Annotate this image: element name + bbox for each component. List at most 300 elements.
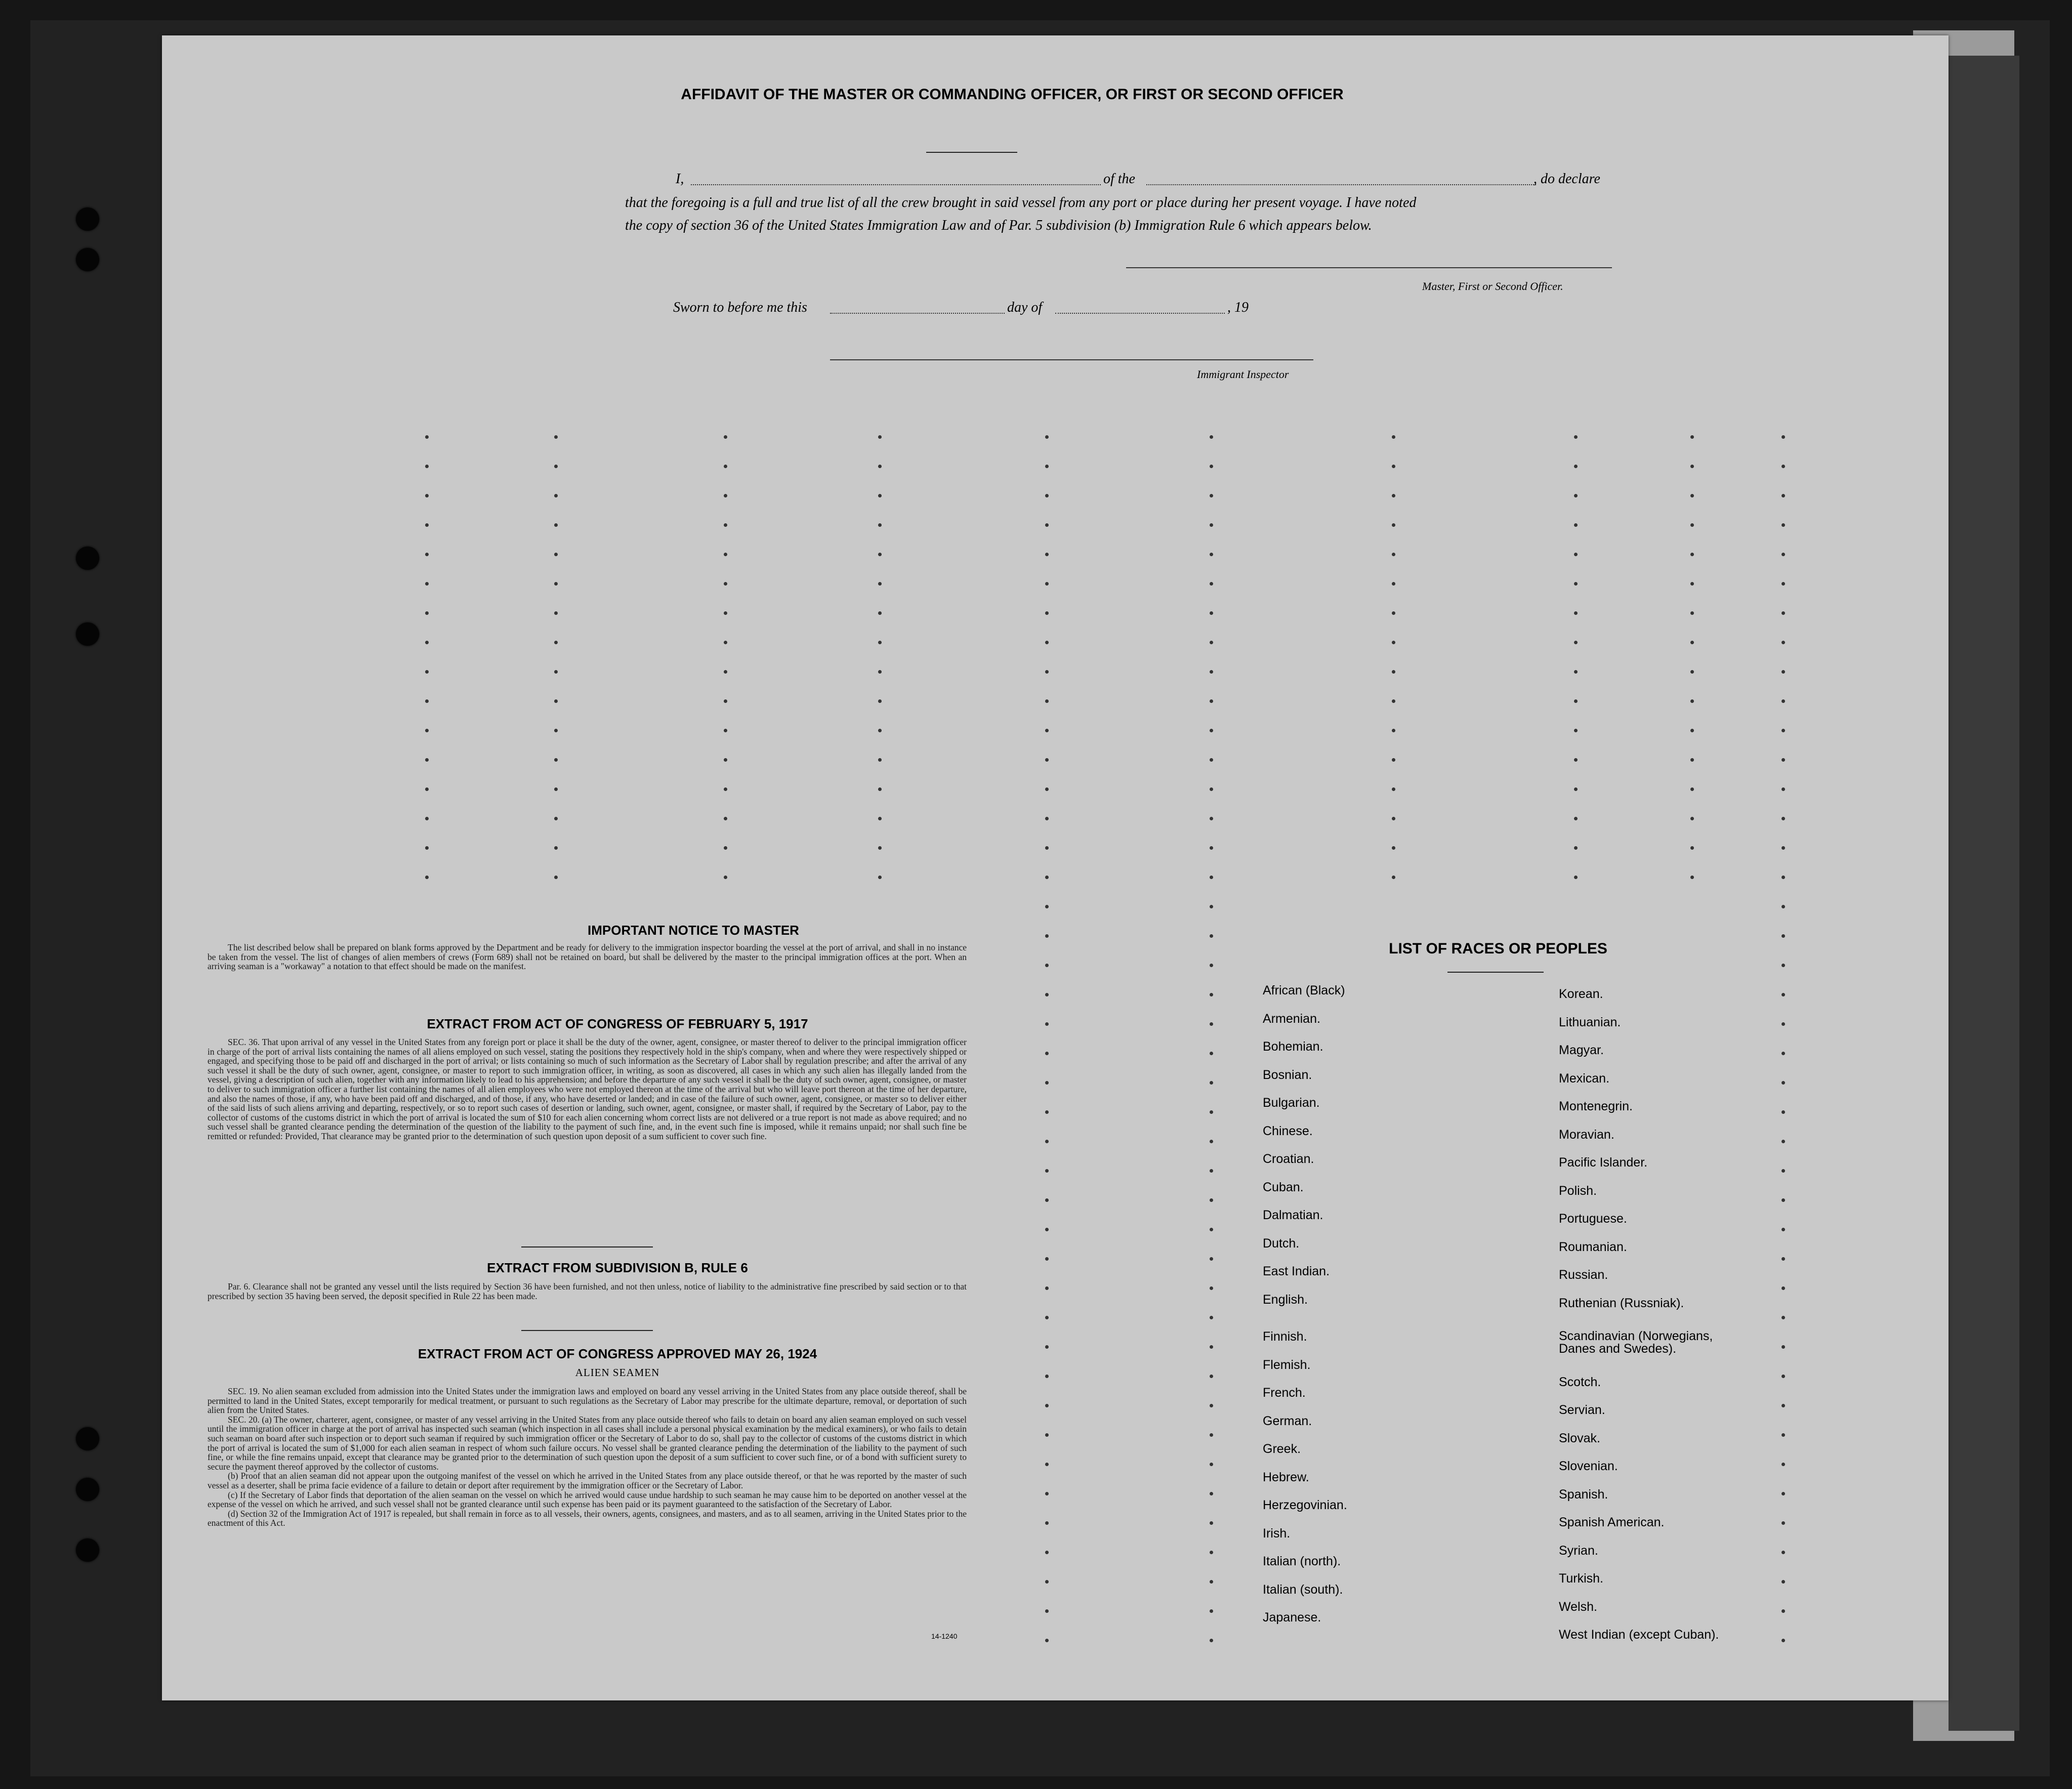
guide-dot (1781, 1492, 1785, 1495)
divider (926, 152, 1017, 153)
guide-dot (1210, 1521, 1213, 1525)
guide-dot (1781, 553, 1785, 556)
guide-dot (1210, 934, 1213, 938)
guide-dot (1781, 670, 1785, 674)
sec-19-paragraph: SEC. 19. No alien seaman excluded from admission into the United States under the immigration laws and employed on board any vessel arriving in the United States from any place outside thereof, shall be permitted to land in the United States, except temporarily for medical treatment, or pursuant to such regulations as the Secretary of Labor may prescribe for the ultimate departure, removal, or deportation of such alien from the United States. (208, 1386, 967, 1416)
guide-dot (1210, 1286, 1213, 1290)
race-item: African (Black) (1263, 983, 1345, 997)
race-item: Irish. (1263, 1526, 1291, 1541)
guide-dot (724, 435, 727, 439)
guide-dot (1045, 1404, 1049, 1407)
inspector-signature-line[interactable] (830, 359, 1313, 360)
guide-dot (1045, 758, 1049, 762)
guide-dot (1045, 1521, 1049, 1525)
guide-dot (425, 553, 429, 556)
affidavit-line1-c: , do declare (1534, 171, 1600, 187)
guide-dot (1690, 846, 1694, 850)
guide-dot (1574, 553, 1578, 556)
notice-paragraph: The list described below shall be prepared on blank forms approved by the Department and be ready for delivery to the immigration inspector boarding the vessel at the port of arrival, and shall in no instance be taken from the vessel. The list of changes of alien members of crews (Form 689) shall not be retained on board, but shall be delivered by the master to the principal immigration offices at the port. When an arriving seaman is a "workaway" a notation to that effect should be made on the manifest. (208, 942, 967, 972)
sworn-a: Sworn to before me this (673, 300, 807, 315)
affidavit-line1-a: I, (676, 171, 684, 187)
guide-dot (724, 787, 727, 791)
race-item: West Indian (except Cuban). (1559, 1628, 1719, 1642)
race-item: Chinese. (1263, 1124, 1313, 1138)
sec-20a-paragraph: SEC. 20. (a) The owner, charterer, agent, consignee, or master of any vessel arriving in the United States from any place outside thereof who fails to detain on board any alien seaman employed on such vessel until the immigration officer in charge at the port of arrival has inspected such seaman (which inspection in all cases shall include a personal physical examination by the medical examiners), or who fails to detain such seaman on board after such inspection or to deport such seaman if required by such immigration officer or the Secretary of Labor to do so, shall pay to the collector of customs of the customs district in which the port of arrival is located the sum of $1,000 for each alien seaman in respect of whom such failure occurs. No vessel shall be granted clearance pending the determination of the liability to the payment of such fine, or while the fine remains unpaid, except that clearance may be granted prior to the determination of such question upon the deposit of a sum sufficient to cover such fine, or of a bond with sufficient surety to secure the payment thereof approved by the collector of customs. (208, 1414, 967, 1472)
guide-dot (1210, 435, 1213, 439)
race-item: German. (1263, 1414, 1312, 1428)
form-number: 14-1240 (931, 1632, 958, 1640)
guide-dot (1781, 729, 1785, 732)
guide-dot (1045, 1551, 1049, 1554)
rule6-paragraph: Par. 6. Clearance shall not be granted any vessel until the lists required by Section 36 have been furnished, and not then unless, notice of liability to the administrative fine prescribed by said section or to that prescribed by section 35 having been served, the deposit specified in Rule 22 has been made. (208, 1281, 967, 1301)
affidavit-title: AFFIDAVIT OF THE MASTER OR COMMANDING OFFICER, OR FIRST OR SECOND OFFICER (681, 86, 1344, 103)
affidavit-line1-b: of the (1103, 171, 1135, 187)
guide-dot (1045, 1169, 1049, 1173)
guide-dot (1210, 670, 1213, 674)
guide-dot (1781, 905, 1785, 908)
guide-dot (1045, 964, 1049, 967)
race-item: Bohemian. (1263, 1039, 1323, 1054)
guide-dot (1781, 494, 1785, 497)
guide-dot (878, 699, 882, 703)
guide-dot (1690, 670, 1694, 674)
guide-dot (554, 641, 558, 644)
guide-dot (1781, 1316, 1785, 1319)
race-item: Moravian. (1559, 1128, 1614, 1142)
race-item: Korean. (1559, 987, 1603, 1001)
guide-dot (1392, 787, 1395, 791)
guide-dot (1045, 1316, 1049, 1319)
guide-dot (724, 699, 727, 703)
guide-dot (878, 787, 882, 791)
extract-1917-text (208, 1037, 967, 1141)
guide-dot (1690, 611, 1694, 615)
guide-dot (1045, 611, 1049, 615)
guide-dot (878, 435, 882, 439)
guide-dot (1045, 465, 1049, 468)
sworn-c: , 19 (1227, 300, 1249, 315)
guide-dot (425, 641, 429, 644)
binder-hole (76, 547, 99, 570)
race-item: Russian. (1559, 1268, 1608, 1282)
guide-dot (1574, 670, 1578, 674)
guide-dot (1210, 729, 1213, 732)
guide-dot (425, 699, 429, 703)
race-item: Scandinavian (Norwegians, (1559, 1329, 1713, 1343)
guide-dot (1574, 876, 1578, 879)
guide-dot (1045, 729, 1049, 732)
guide-dot (425, 523, 429, 527)
sec-20b-paragraph: (b) Proof that an alien seaman did not appear upon the outgoing manifest of the vessel on which he arrived in the United States from any place outside thereof, or that he was reported by the master of such vessel as a deserter, shall be prima facie evidence of a failure to detain or deport after requirement by the immigration officer or the Secretary of Labor. (208, 1471, 967, 1490)
guide-dot (724, 846, 727, 850)
extract-1917-title: EXTRACT FROM ACT OF CONGRESS OF FEBRUARY 5, 1917 (427, 1016, 808, 1031)
guide-dot (1781, 641, 1785, 644)
guide-dot (1392, 729, 1395, 732)
race-item: Servian. (1559, 1403, 1605, 1417)
guide-dot (1045, 670, 1049, 674)
guide-dot (1210, 846, 1213, 850)
guide-dot (1781, 846, 1785, 850)
guide-dot (1210, 641, 1213, 644)
guide-dot (1210, 1551, 1213, 1554)
guide-dot (878, 729, 882, 732)
guide-dot (1210, 699, 1213, 703)
guide-dot (1392, 641, 1395, 644)
sec-20c-paragraph: (c) If the Secretary of Labor finds that deportation of the alien seaman on the vessel on which he arrived would cause undue hardship to such seaman he may cause him to be deported on another vessel at the expense of the vessel on which he arrived, and such vessel shall not be granted clearance until such expense has been paid or its payment guaranteed to the satisfaction of the Secretary of Labor. (208, 1489, 967, 1510)
guide-dot (1045, 553, 1049, 556)
race-item: Roumanian. (1559, 1240, 1627, 1254)
binder-hole (76, 207, 99, 231)
notice-text (208, 943, 967, 971)
guide-dot (1045, 1022, 1049, 1026)
guide-dot (878, 876, 882, 879)
guide-dot (554, 846, 558, 850)
guide-dot (1781, 1081, 1785, 1085)
notice-title: IMPORTANT NOTICE TO MASTER (588, 923, 799, 938)
guide-dot (878, 523, 882, 527)
guide-dot (554, 465, 558, 468)
guide-dot (1781, 876, 1785, 879)
guide-dot (1210, 905, 1213, 908)
guide-dot (554, 494, 558, 497)
guide-dot (1574, 465, 1578, 468)
guide-dot (1045, 641, 1049, 644)
binder-hole (76, 248, 99, 271)
guide-dot (1210, 817, 1213, 820)
name-blank[interactable] (691, 175, 1101, 185)
divider (521, 1246, 653, 1247)
affidavit-line3: the copy of section 36 of the United States Immigration Law and of Par. 5 subdivision (b) Immigration Rule 6 which appears below. (625, 218, 1372, 233)
race-item: Finnish. (1263, 1329, 1307, 1344)
guide-dot (1210, 1140, 1213, 1143)
guide-dot (1392, 699, 1395, 703)
guide-dot (1690, 641, 1694, 644)
guide-dot (1781, 1140, 1785, 1143)
guide-dot (1781, 1521, 1785, 1525)
guide-dot (1781, 1404, 1785, 1407)
guide-dot (1210, 465, 1213, 468)
guide-dot (1392, 553, 1395, 556)
guide-dot (1690, 817, 1694, 820)
guide-dot (1690, 494, 1694, 497)
guide-dot (1210, 1433, 1213, 1437)
guide-dot (1392, 817, 1395, 820)
guide-dot (1045, 494, 1049, 497)
guide-dot (1210, 876, 1213, 879)
guide-dot (1781, 1639, 1785, 1642)
guide-dot (1690, 435, 1694, 439)
guide-dot (1210, 1081, 1213, 1085)
guide-dot (724, 465, 727, 468)
extract-1924-text (208, 1387, 967, 1528)
guide-dot (1690, 876, 1694, 879)
guide-dot (1690, 758, 1694, 762)
guide-dot (1781, 1609, 1785, 1613)
guide-dot (1210, 1198, 1213, 1202)
guide-dot (1045, 1492, 1049, 1495)
guide-dot (878, 846, 882, 850)
guide-dot (1781, 1345, 1785, 1349)
guide-dot (554, 611, 558, 615)
guide-dot (1210, 1639, 1213, 1642)
guide-dot (1045, 1081, 1049, 1085)
guide-dot (1045, 523, 1049, 527)
guide-dot (1045, 817, 1049, 820)
guide-dot (1210, 1375, 1213, 1378)
race-item: Spanish American. (1559, 1515, 1665, 1529)
race-item: Montenegrin. (1559, 1099, 1633, 1113)
guide-dot (554, 582, 558, 586)
guide-dot (1574, 729, 1578, 732)
guide-dot (425, 465, 429, 468)
guide-dot (1690, 582, 1694, 586)
race-item: Polish. (1559, 1184, 1597, 1198)
guide-dot (1045, 1345, 1049, 1349)
guide-dot (1045, 1140, 1049, 1143)
race-item: Lithuanian. (1559, 1015, 1621, 1029)
race-item: Dalmatian. (1263, 1208, 1323, 1222)
guide-dot (1045, 1463, 1049, 1466)
guide-dot (724, 876, 727, 879)
race-item: Turkish. (1559, 1571, 1603, 1586)
guide-dot (554, 699, 558, 703)
guide-dot (724, 670, 727, 674)
extract-1924-title: EXTRACT FROM ACT OF CONGRESS APPROVED MAY 26, 1924 (418, 1346, 817, 1361)
guide-dot (878, 758, 882, 762)
race-item: Welsh. (1559, 1600, 1597, 1614)
guide-dot (554, 817, 558, 820)
month-blank[interactable] (1055, 304, 1225, 314)
guide-dot (1210, 1404, 1213, 1407)
guide-dot (1392, 758, 1395, 762)
guide-dot (1781, 934, 1785, 938)
guide-dot (1781, 465, 1785, 468)
guide-dot (878, 670, 882, 674)
master-signature-line[interactable] (1126, 267, 1612, 268)
divider (521, 1330, 653, 1331)
guide-dot (1045, 1228, 1049, 1231)
binder-hole (76, 1538, 99, 1562)
guide-dot (1574, 699, 1578, 703)
guide-dot (1781, 964, 1785, 967)
guide-dot (724, 553, 727, 556)
guide-dot (1574, 641, 1578, 644)
guide-dot (878, 553, 882, 556)
race-item: Spanish. (1559, 1487, 1608, 1502)
guide-dot (425, 582, 429, 586)
binder-hole (76, 1427, 99, 1450)
race-item: Greek. (1263, 1442, 1301, 1456)
races-title: LIST OF RACES OR PEOPLES (1389, 940, 1607, 957)
guide-dot (878, 641, 882, 644)
guide-dot (1210, 1110, 1213, 1114)
guide-dot (425, 435, 429, 439)
guide-dot (425, 670, 429, 674)
guide-dot (554, 435, 558, 439)
guide-dot (1045, 1052, 1049, 1055)
rule6-text (208, 1282, 967, 1301)
guide-dot (1781, 611, 1785, 615)
guide-dot (878, 465, 882, 468)
guide-dot (1574, 494, 1578, 497)
guide-dot (1045, 787, 1049, 791)
guide-dot (1045, 905, 1049, 908)
guide-dot (1392, 494, 1395, 497)
race-item: Italian (south). (1263, 1583, 1343, 1597)
sec-36-paragraph: SEC. 36. That upon arrival of any vessel in the United States from any foreign port or place it shall be the duty of the owner, agent, consignee, or master thereof to deliver to the principal immigration officer in charge of the port of arrival lists containing the names of all aliens employed on such vessel, stating the positions they respectively hold in the ship's company, when and where they were respectively shipped or engaged, and specifying those to be paid off and discharged in the port of arrival; or lists containing so much of such information as the Secretary of Labor shall by regulation prescribe; and after the arrival of any such vessel it shall be the duty of such owner, agent, consignee, or master to report to such immigration officer, in writing, as soon as discovered, all cases in which any such alien has illegally landed from the vessel, giving a description of such alien, together with any information likely to lead to his apprehension; and before the departure of any such vessel it shall be the duty of such owner, agent, consignee, or master to deliver to such immigration officer a further list containing the names of all alien employees who were not employed thereon at the time of the arrival but who will leave port thereon at the time of her departure, and also the names of those, if any, who have been paid off and discharged, and of those, if any, who have deserted or landed; and in case of the failure of such owner, agent, consignee, or master so to deliver either of the said lists of such aliens arriving and departing, respectively, or so to report such cases of desertion or landing, such owner, agent, consignee, or master shall, if required by the Secretary of Labor, pay to the collector of customs of the customs district in which the port of arrival is located the sum of $10 for each alien concerning whom correct lists are not delivered or a true report is not made as above required; and no such vessel shall be granted clearance pending the determination of the question of the liability to the payment of such fine, and, in the event such fine is imposed, while it remains unpaid; nor shall such fine be remitted or refunded: Provided, That clearance may be granted prior to the determination of such question upon deposit of a sum sufficient to cover such fine. (208, 1037, 967, 1141)
guide-dot (724, 729, 727, 732)
guide-dot (1045, 1257, 1049, 1261)
guide-dot (1781, 1580, 1785, 1584)
guide-dot (1210, 553, 1213, 556)
race-item: Scotch. (1559, 1375, 1601, 1389)
guide-dot (1781, 1110, 1785, 1114)
affidavit-line2: that the foregoing is a full and true list of all the crew brought in said vessel from any port or place during her present voyage. I have noted (625, 195, 1417, 211)
guide-dot (425, 817, 429, 820)
guide-dot (1392, 582, 1395, 586)
guide-dot (1574, 435, 1578, 439)
guide-dot (1781, 582, 1785, 586)
alien-seamen-subtitle: ALIEN SEAMEN (575, 1366, 660, 1379)
guide-dot (1781, 435, 1785, 439)
guide-dot (1045, 1433, 1049, 1437)
race-item: Magyar. (1559, 1043, 1604, 1057)
guide-dot (1045, 993, 1049, 996)
guide-dot (1781, 1433, 1785, 1437)
guide-dot (1045, 1639, 1049, 1642)
guide-dot (1574, 758, 1578, 762)
guide-dot (1210, 1316, 1213, 1319)
guide-dot (1392, 611, 1395, 615)
guide-dot (425, 611, 429, 615)
rule6-title: EXTRACT FROM SUBDIVISION B, RULE 6 (487, 1260, 748, 1275)
guide-dot (1210, 611, 1213, 615)
guide-dot (724, 817, 727, 820)
race-item: Herzegovinian. (1263, 1498, 1347, 1512)
race-item: Ruthenian (Russniak). (1559, 1296, 1684, 1310)
guide-dot (724, 641, 727, 644)
guide-dot (878, 582, 882, 586)
guide-dot (1574, 787, 1578, 791)
guide-dot (1781, 1022, 1785, 1026)
sec-20d-paragraph: (d) Section 32 of the Immigration Act of 1917 is repealed, but shall remain in force as to all vessels, their owners, agents, consignees, and masters, and as to all seamen, arriving in the United States prior to the enactment of this Act. (208, 1508, 967, 1528)
race-item: Hebrew. (1263, 1470, 1309, 1484)
guide-dot (425, 729, 429, 732)
vessel-blank[interactable] (1146, 175, 1536, 185)
guide-dot (1210, 758, 1213, 762)
guide-dot (1045, 934, 1049, 938)
guide-dot (1574, 582, 1578, 586)
guide-dot (1045, 1110, 1049, 1114)
guide-dot (1690, 699, 1694, 703)
guide-dot (1781, 1551, 1785, 1554)
guide-dot (1210, 1345, 1213, 1349)
guide-dot (554, 876, 558, 879)
guide-dot (724, 582, 727, 586)
guide-dot (1781, 1169, 1785, 1173)
guide-dot (1781, 993, 1785, 996)
guide-dot (1781, 1257, 1785, 1261)
guide-dot (425, 494, 429, 497)
race-item: Mexican. (1559, 1071, 1610, 1086)
guide-dot (878, 611, 882, 615)
race-item: East Indian. (1263, 1264, 1330, 1278)
guide-dot (1781, 758, 1785, 762)
guide-dot (1210, 523, 1213, 527)
race-item: Pacific Islander. (1559, 1155, 1648, 1170)
guide-dot (1781, 1198, 1785, 1202)
guide-dot (1392, 846, 1395, 850)
guide-dot (1392, 465, 1395, 468)
race-item: Bosnian. (1263, 1068, 1312, 1082)
race-item: Bulgarian. (1263, 1096, 1320, 1110)
inspector-caption: Immigrant Inspector (1197, 368, 1289, 381)
guide-dot (1210, 1609, 1213, 1613)
guide-dot (1781, 523, 1785, 527)
guide-dot (1045, 1609, 1049, 1613)
guide-dot (1781, 787, 1785, 791)
guide-dot (554, 553, 558, 556)
race-item: Croatian. (1263, 1152, 1314, 1166)
guide-dot (554, 787, 558, 791)
guide-dot (1210, 993, 1213, 996)
guide-dot (1045, 1198, 1049, 1202)
guide-dot (724, 611, 727, 615)
guide-dot (554, 758, 558, 762)
race-item: Slovenian. (1559, 1459, 1618, 1473)
binder-hole (76, 622, 99, 646)
guide-dot (1781, 817, 1785, 820)
race-item: Japanese. (1263, 1610, 1321, 1625)
guide-dot (724, 523, 727, 527)
guide-dot (1781, 1375, 1785, 1378)
race-item: Cuban. (1263, 1180, 1304, 1194)
guide-dot (1045, 1375, 1049, 1378)
guide-dot (1781, 1286, 1785, 1290)
guide-dot (724, 758, 727, 762)
guide-dot (878, 494, 882, 497)
day-blank[interactable] (830, 304, 1005, 314)
race-item: English. (1263, 1293, 1308, 1307)
guide-dot (1392, 435, 1395, 439)
guide-dot (1392, 670, 1395, 674)
guide-dot (425, 846, 429, 850)
guide-dot (1210, 787, 1213, 791)
guide-dot (425, 876, 429, 879)
race-item: French. (1263, 1386, 1306, 1400)
guide-dot (1690, 465, 1694, 468)
guide-dot (1210, 1052, 1213, 1055)
guide-dot (1781, 1463, 1785, 1466)
race-item: Flemish. (1263, 1358, 1311, 1372)
guide-dot (1690, 729, 1694, 732)
guide-dot (1690, 787, 1694, 791)
divider (1447, 972, 1544, 973)
guide-dot (1210, 1022, 1213, 1026)
sworn-b: day of (1007, 300, 1043, 315)
guide-dot (1690, 523, 1694, 527)
guide-dot (425, 787, 429, 791)
master-caption: Master, First or Second Officer. (1422, 280, 1563, 293)
race-item: Italian (north). (1263, 1554, 1341, 1568)
race-item: Armenian. (1263, 1012, 1320, 1026)
binder-hole (76, 1478, 99, 1501)
guide-dot (1781, 1052, 1785, 1055)
guide-dot (1210, 1463, 1213, 1466)
guide-dot (1045, 846, 1049, 850)
guide-dot (1781, 699, 1785, 703)
race-item: Slovak. (1559, 1431, 1600, 1445)
